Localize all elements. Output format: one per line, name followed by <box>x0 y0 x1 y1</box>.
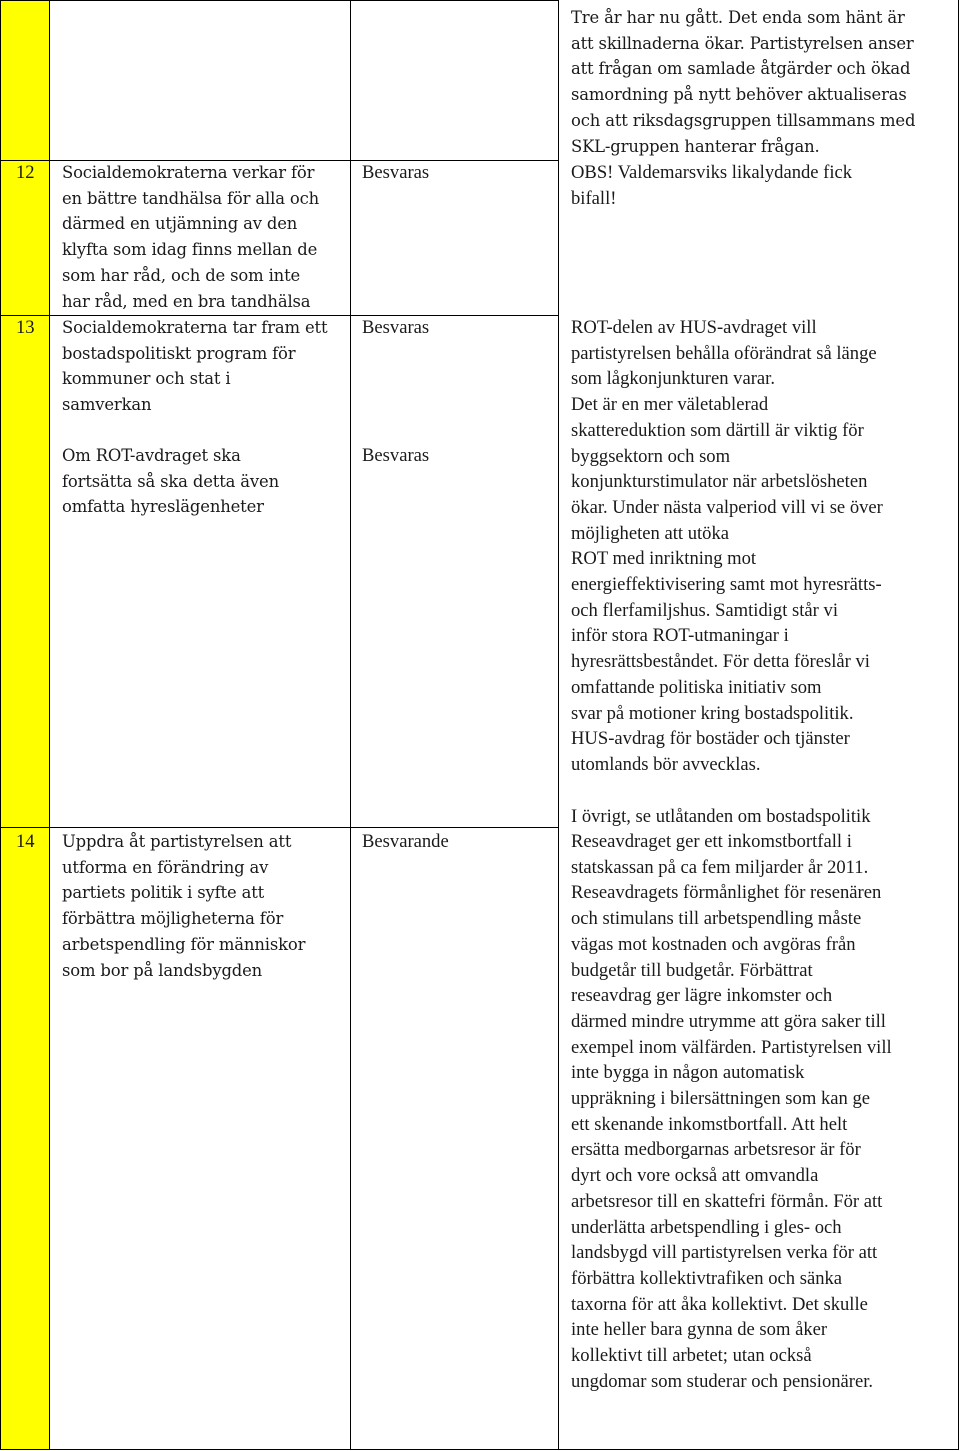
answer-line: inte bygga in någon automatisk <box>571 1062 805 1084</box>
answer-r12 <box>571 160 953 211</box>
table-divider-decision <box>558 0 559 1450</box>
proposal-line: omfatta hyreslägenheter <box>62 497 264 517</box>
answer-r13-footnote: I övrigt, se utlåtanden om bostadspolitik <box>571 806 871 827</box>
answer-line: landsbygd vill partistyrelsen verka för att <box>571 1242 878 1264</box>
answer-line: HUS-avdrag för bostäder och tjänster <box>571 728 850 750</box>
proposal-line: kommuner och stat i <box>62 369 231 389</box>
answer-line: förbättra kollektivtrafiken och sänka <box>571 1267 843 1289</box>
answer-line: energieffektivisering samt mot hyresrätts- <box>571 574 882 596</box>
proposal-r13 <box>62 315 347 418</box>
proposal-line: förbättra möjligheterna för <box>62 909 284 929</box>
table-border-bottom <box>1 1449 959 1450</box>
answer-line: och flerfamiljshus. Samtidigt står vi <box>571 599 838 621</box>
proposal-line: arbetspendling för människor <box>62 934 306 954</box>
proposal-line: Socialdemokraterna verkar för <box>62 163 315 182</box>
answer-line: Det är en mer väletablerad <box>571 394 769 416</box>
answer-line: ökar. Under nästa valperiod vill vi se över <box>571 496 883 518</box>
answer-line: budgetår till budgetår. Förbättrat <box>571 959 813 981</box>
table-border-top <box>1 0 559 1</box>
answer-line: bifall! <box>571 187 617 209</box>
proposal-r14 <box>62 829 347 983</box>
answer-line: och stimulans till arbetspendling måste <box>571 908 862 930</box>
answer-line: att skillnaderna ökar. Partistyrelsen anser <box>571 33 914 53</box>
proposal-line: samverkan <box>62 395 152 415</box>
answer-line: ungdomar som studerar och pensionärer. <box>571 1370 874 1392</box>
answer-line: ROT med inriktning mot <box>571 548 757 570</box>
proposal-line: en bättre tandhälsa för alla och <box>62 188 320 208</box>
proposal-r13-rot <box>62 443 347 520</box>
proposal-line: utforma en förändring av <box>62 857 269 877</box>
answer-line: Reseavdragets förmånlighet för resenären <box>571 882 882 904</box>
row-divider-14 <box>1 827 559 828</box>
answer-line: konjunkturstimulator när arbetslösheten <box>571 471 868 493</box>
answer-line: utomlands bör avvecklas. <box>571 753 761 775</box>
answer-line: inte heller bara gynna de som åker <box>571 1319 828 1341</box>
answer-line: ersätta medborgarnas arbetsresor är för <box>571 1139 861 1161</box>
proposal-line: har råd, med en bra tandhälsa <box>62 291 311 311</box>
answer-line: vägas mot kostnaden och avgöras från <box>571 933 856 955</box>
proposal-line: klyfta som idag finns mellan de <box>62 240 318 260</box>
proposal-line: fortsätta så ska detta även <box>62 471 279 491</box>
row-number-13: 13 <box>16 317 35 338</box>
answer-line: uppräkning i bilersättningen som kan ge <box>571 1088 870 1110</box>
answer-line: Tre år har nu gått. Det enda som hänt är <box>571 8 905 27</box>
answer-r14 <box>571 829 953 1394</box>
answer-line: underlätta arbetspendling i gles- och <box>571 1216 842 1238</box>
answer-line: möjligheten att utöka <box>571 522 730 544</box>
answer-line: statskassan på ca fem miljarder år 2011. <box>571 856 869 878</box>
table-divider-proposal <box>350 0 351 1450</box>
answer-line: dyrt och vore också att omvandla <box>571 1165 819 1187</box>
proposal-r12 <box>62 160 347 314</box>
answer-line: ett skenande inkomstbortfall. Att helt <box>571 1113 848 1135</box>
answer-line: taxorna för att åka kollektivt. Det skulle <box>571 1293 868 1315</box>
answer-line: omfattande politiska initiativ som <box>571 676 822 698</box>
answer-line: Reseavdraget ger ett inkomstbortfall i <box>571 831 852 852</box>
answer-r13 <box>571 315 953 778</box>
answer-line: att frågan om samlade åtgärder och ökad <box>571 59 911 79</box>
proposal-line: partiets politik i syfte att <box>62 883 265 903</box>
answer-line: arbetsresor till en skattefri förmån. För att <box>571 1190 883 1212</box>
answer-line: SKL-gruppen hanterar frågan. <box>571 136 820 156</box>
row-number-14: 14 <box>16 831 35 852</box>
table-border-right <box>958 0 959 1450</box>
answer-line: inför stora ROT-utmaningar i <box>571 625 789 647</box>
answer-line: kollektivt till arbetet; utan också <box>571 1345 812 1367</box>
answer-line: OBS! Valdemarsviks likalydande fick <box>571 162 853 183</box>
row-number-12: 12 <box>16 162 35 183</box>
answer-line: byggsektorn och som <box>571 445 731 467</box>
proposal-line: som bor på landsbygden <box>62 960 263 980</box>
decision-r12: Besvaras <box>362 162 430 183</box>
answer-line: ROT-delen av HUS-avdraget vill <box>571 317 817 338</box>
answer-line: svar på motioner kring bostadspolitik. <box>571 702 854 724</box>
decision-r13: Besvaras <box>362 317 430 338</box>
answer-line: skattereduktion som därtill är viktig för <box>571 419 864 441</box>
proposal-line: bostadspolitiskt program för <box>62 343 296 363</box>
proposal-line: Uppdra åt partistyrelsen att <box>62 832 292 851</box>
table-border-left <box>0 0 1 1450</box>
answer-line: reseavdrag ger lägre inkomster och <box>571 985 833 1007</box>
decision-r13-rot: Besvaras <box>362 445 430 466</box>
answer-line: hyresrättsbeståndet. För detta föreslår vi <box>571 651 870 673</box>
table-divider-number <box>49 0 50 1450</box>
answer-line: exempel inom välfärden. Partistyrelsen vill <box>571 1036 892 1058</box>
proposal-line: Om ROT-avdraget ska <box>62 446 241 465</box>
decision-r14: Besvarande <box>362 831 449 852</box>
answer-r11 <box>571 5 953 159</box>
answer-line: partistyrelsen behålla oförändrat så länge <box>571 342 877 364</box>
number-column-highlight <box>1 0 49 1450</box>
answer-line: och att riksdagsgruppen tillsammans med <box>571 110 916 130</box>
proposal-line: därmed en utjämning av den <box>62 214 298 234</box>
proposal-line: Socialdemokraterna tar fram ett <box>62 318 328 337</box>
answer-line: samordning på nytt behöver aktualiseras <box>571 85 907 105</box>
proposal-line: som har råd, och de som inte <box>62 265 301 285</box>
answer-line: som lågkonjunkturen varar. <box>571 368 775 390</box>
answer-line: därmed mindre utrymme att göra saker till <box>571 1010 886 1032</box>
